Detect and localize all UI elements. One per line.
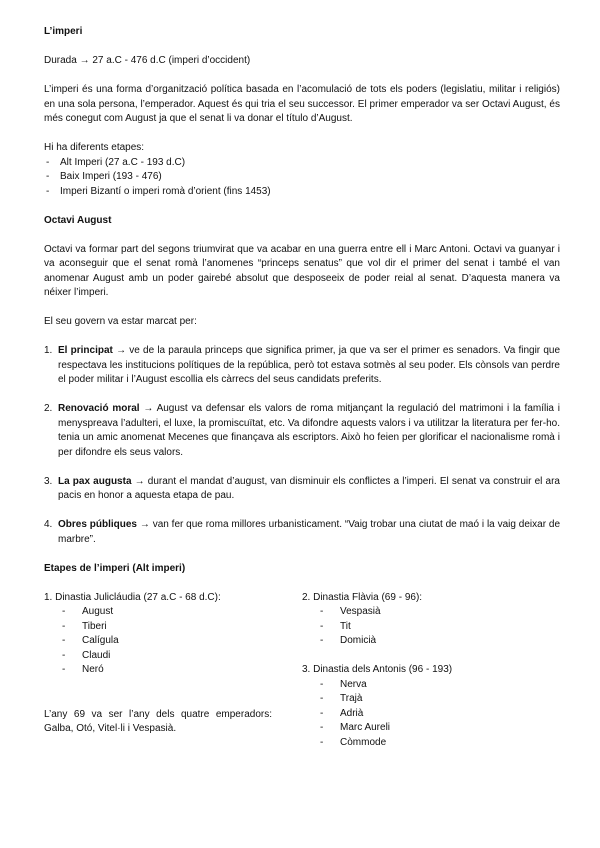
heading-etapes: Etapes de l’imperi (Alt imperi): [44, 562, 186, 574]
dinastia-title: 3. Dinastia dels Antonis (96 - 193): [302, 664, 453, 675]
govern-list: [44, 344, 560, 547]
list-item: - Claudi: [44, 649, 284, 664]
list-item: - Calígula: [44, 634, 284, 649]
list-item: 1. El principat → ve de la paraula princeps que significa primer, ja que va ser el primer es senadors. Va fingir que respectava les institucions polítiques de la república, però tot estava sotmès al seu poder. Els cònsols van perdre el poder militar i l’August escollia els càrrecs del seus candidats preferits.: [44, 345, 561, 385]
intro-paragraph: L’imperi és una forma d’organització política basada en l’acomulació de tots els poders (legislatiu, militar i religiós) en una sola persona, l’emperador. Aquest és qui tria el seu successor. El primer emperador va ser Octavi August, és més conegut com August ja que el senat li va donar el título d’August.: [44, 84, 560, 124]
list-item: - Trajà: [302, 692, 560, 707]
dinastia-members: [302, 605, 560, 649]
list-item: 2. Renovació moral → August va defensar els valors de roma mitjançant la regulació del matrimoni i la família i menyspreava l’adulteri, el luxe, la promiscuïtat, etc. Va difondre aquests valors i va utilitzar la literatura per fer-ho. tenia un amic anomenat Mecenes que finançava als escriptors. Això ho feien per glorificar el nacionalisme romà i per difondre els seus valors.: [44, 403, 560, 458]
list-item: 4. Obres públiques → van fer que roma millores urbanisticament. “Vaig trobar una ciutat de maó i la vaig deixar de marbre”.: [44, 519, 561, 545]
list-item: - Còmmode: [302, 736, 560, 751]
durada-text: Durada → 27 a.C - 476 d.C (imperi d’occident): [44, 55, 251, 66]
list-item: - August: [44, 605, 284, 620]
etapes-intro: Hi ha diferents etapes:: [44, 142, 145, 153]
list-item: 3. La pax augusta → durant el mandat d’august, van disminuir els conflictes a l’imperi. El senat va construir el ara pacis en honor a aquesta etapa de pau.: [44, 475, 560, 501]
any69-note: L’any 69 va ser l’any dels quatre emperadors: Galba, Otó, Vitel·li i Vespasià.: [44, 708, 272, 734]
document-page: [44, 25, 560, 761]
list-item: - Domicià: [302, 634, 560, 649]
dinastia-title: 2. Dinastia Flàvia (69 - 96):: [302, 591, 423, 603]
list-item: - Tit: [302, 620, 560, 635]
govern-intro: El seu govern va estar marcat per:: [44, 316, 197, 327]
heading-octavi: Octavi August: [44, 214, 112, 226]
list-item: - Imperi Bizantí o imperi romà d’orient (fins 1453): [44, 185, 560, 200]
dinasties-right: [302, 591, 560, 751]
list-item: - Baix Imperi (193 - 476): [44, 170, 560, 185]
dinastia-members: [302, 678, 560, 751]
list-item: - Adrià: [302, 707, 560, 722]
list-item: - Marc Aureli: [302, 721, 560, 736]
dinastia-members: [44, 605, 284, 678]
dinastia-title: 1. Dinastia Julicláudia (27 a.C - 68 d.C):: [44, 591, 221, 603]
list-item: - Tiberi: [44, 620, 284, 635]
heading-imperi: L’imperi: [44, 26, 83, 37]
list-item: - Alt Imperi (27 a.C - 193 d.C): [44, 156, 560, 171]
list-item: - Vespasià: [302, 605, 560, 620]
octavi-paragraph: Octavi va formar part del segons triumvirat que va acabar en una guerra entre ell i Marc Antoni. Octavi va guanyar i va aconseguir que el senat romà l’anomenes “princeps senatus” que vol dir el primer del senat i també el van anomenar August amb un poder gairebé absolut que desposeeix de poder reial al senat. D’aquesta manera va néixer l’imperi.: [44, 243, 560, 298]
dinasties-columns: [44, 591, 560, 761]
etapes-list: [44, 156, 560, 200]
dinastia-julicladia: [44, 591, 284, 678]
list-item: - Nerva: [302, 678, 560, 693]
list-item: - Neró: [44, 663, 284, 678]
